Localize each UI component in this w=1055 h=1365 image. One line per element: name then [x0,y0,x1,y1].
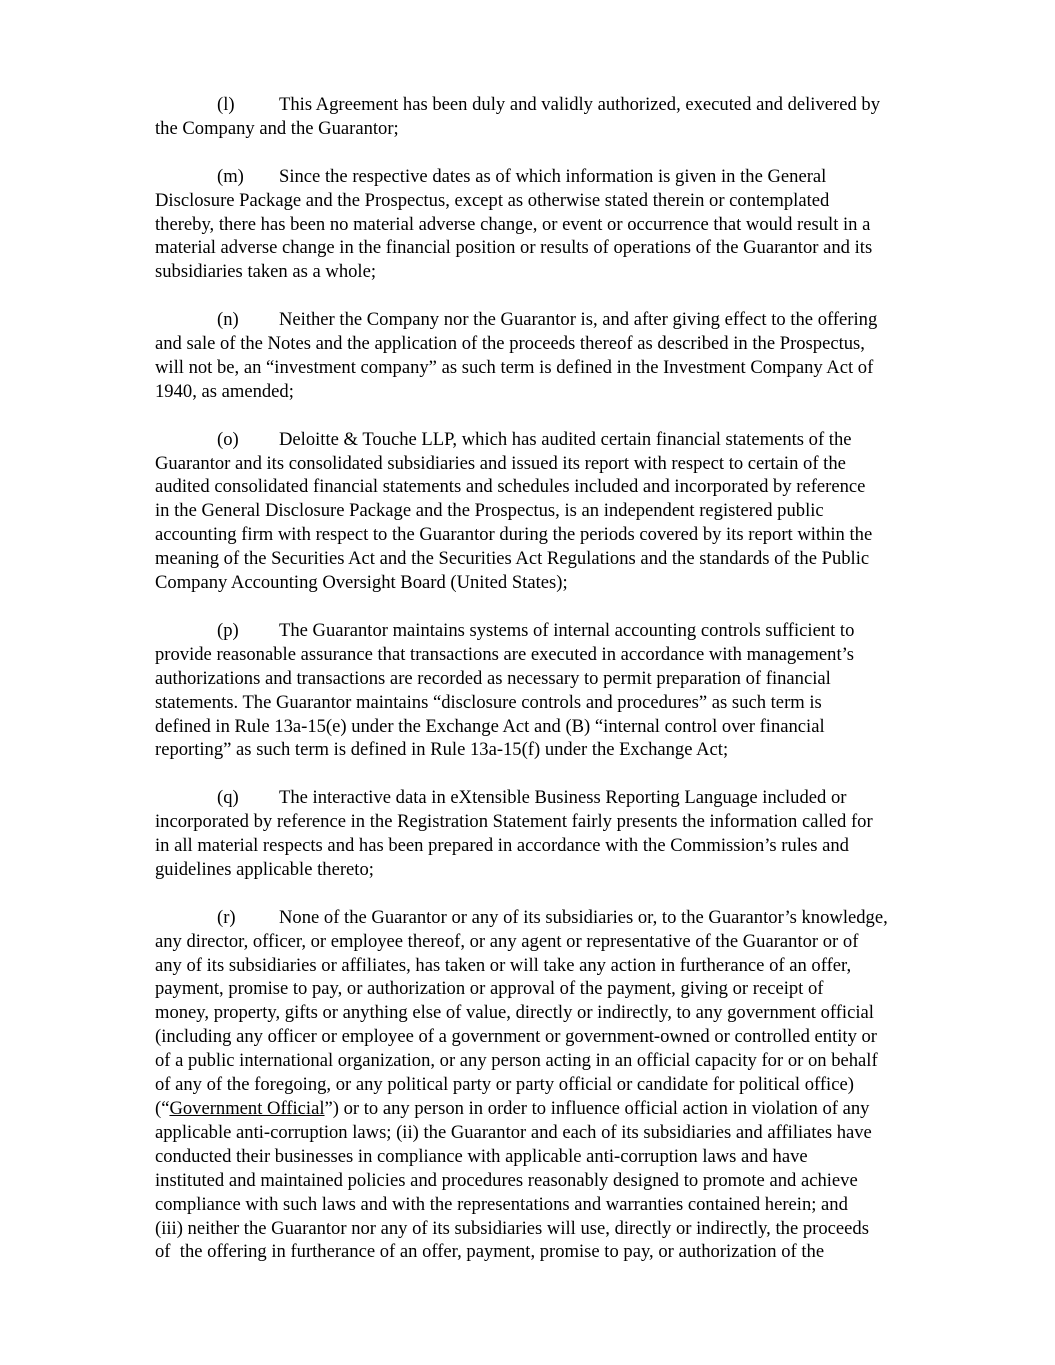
paragraph-line: compliance with such laws and with the representations and warranties contained herein; and [155,1193,848,1215]
line-text: Since the respective dates as of which information is given in the General [279,165,827,187]
paragraph-line: Company Accounting Oversight Board (United States); [155,572,568,594]
paragraph-line: reporting” as such term is defined in Rule 13a-15(f) under the Exchange Act; [155,739,729,761]
paragraph-line: accounting firm with respect to the Guarantor during the periods covered by its report within the [155,524,873,546]
paragraph-line: instituted and maintained policies and procedures reasonably designed to promote and achieve [155,1169,858,1191]
paragraph-r [155,906,963,1265]
line-text: None of the Guarantor or any of its subsidiaries or, to the Guarantor’s knowledge, [279,906,888,928]
line-text: Deloitte & Touche LLP, which has audited certain financial statements of the [279,428,852,450]
paragraph-line: any director, officer, or employee thereof, or any agent or representative of the Guarantor or of [155,930,859,952]
quote-close-text: ”) or to any person in order to influence official action in violation of any [324,1097,870,1119]
paragraph-first-line [155,428,963,452]
paragraph-line: of any of the foregoing, or any political party or party official or candidate for political office) [155,1074,854,1096]
quote-open: (“ [155,1097,170,1119]
paragraph-first-line [155,308,963,332]
paragraph-line: (including any officer or employee of a government or government-owned or controlled entity or [155,1026,877,1048]
paragraph-q [155,786,963,882]
paragraph-line: (iii) neither the Guarantor nor any of its subsidiaries will use, directly or indirectly, the proceeds [155,1217,869,1239]
paragraph-line: applicable anti-corruption laws; (ii) the Guarantor and each of its subsidiaries and affiliates have [155,1121,872,1143]
paragraph-m [155,165,963,285]
paragraph-line: in the General Disclosure Package and the Prospectus, is an independent registered public [155,500,824,522]
paragraph-line: will not be, an “investment company” as such term is defined in the Investment Company Act of [155,356,874,378]
paragraph-line: audited consolidated financial statements and schedules included and incorporated by reference [155,476,866,498]
paragraph-line-defined-term [155,1097,963,1121]
paragraph-first-line [155,786,963,810]
document-page [155,93,963,1288]
paragraph-first-line [155,165,963,189]
paragraph-line: authorizations and transactions are recorded as necessary to permit preparation of financial [155,667,831,689]
paragraph-line: thereby, there has been no material adverse change, or event or occurrence that would result in a [155,213,871,235]
paragraph-n [155,308,963,404]
paragraph-line: 1940, as amended; [155,380,294,402]
paragraph-marker: (p) [217,619,239,641]
paragraph-line: the Company and the Guarantor; [155,117,399,139]
paragraph-first-line [155,906,963,930]
paragraph-line: guidelines applicable thereto; [155,858,374,880]
paragraph-first-line [155,93,963,117]
paragraph-line: provide reasonable assurance that transactions are executed in accordance with management’s [155,643,855,665]
line-text: Neither the Company nor the Guarantor is, and after giving effect to the offering [279,309,878,331]
paragraph-line: incorporated by reference in the Registration Statement fairly presents the information called for [155,811,873,833]
paragraph-marker: (q) [217,787,239,809]
paragraph-p [155,619,963,762]
line-text: This Agreement has been duly and validly authorized, executed and delivered by [279,94,880,115]
line-text: The Guarantor maintains systems of internal accounting controls sufficient to [279,619,855,641]
paragraph-line: and sale of the Notes and the application of the proceeds thereof as described in the Prospectus, [155,333,865,355]
paragraph-line: of a public international organization, or any person acting in an official capacity for or on behalf [155,1050,878,1072]
paragraph-first-line [155,619,963,643]
paragraph-line: subsidiaries taken as a whole; [155,261,377,283]
paragraph-line: payment, promise to pay, or authorization or approval of the payment, giving or receipt of [155,978,824,1000]
paragraph-line: material adverse change in the financial position or results of operations of the Guarantor and its [155,237,873,259]
paragraph-line: money, property, gifts or anything else of value, directly or indirectly, to any government official [155,1002,874,1024]
paragraph-line: of the offering in furtherance of an offer, payment, promise to pay, or authorization of the [155,1241,825,1263]
paragraph-line: statements. The Guarantor maintains “disclosure controls and procedures” as such term is [155,691,822,713]
paragraph-line: defined in Rule 13a-15(e) under the Exchange Act and (B) “internal control over financial [155,715,825,737]
paragraph-marker: (n) [217,309,239,331]
paragraph-o [155,428,963,595]
paragraph-line: meaning of the Securities Act and the Securities Act Regulations and the standards of the Public [155,548,870,570]
paragraph-l [155,93,963,141]
paragraph-line: Disclosure Package and the Prospectus, except as otherwise stated therein or contemplated [155,189,830,211]
line-text: The interactive data in eXtensible Business Reporting Language included or [279,787,847,809]
paragraph-line: Guarantor and its consolidated subsidiaries and issued its report with respect to certain of the [155,452,846,474]
paragraph-marker: (l) [217,94,235,115]
paragraph-line: any of its subsidiaries or affiliates, has taken or will take any action in furtherance of an offer, [155,954,852,976]
paragraph-marker: (m) [217,165,244,187]
paragraph-line: conducted their businesses in compliance with applicable anti-corruption laws and have [155,1145,808,1167]
paragraph-marker: (r) [217,906,236,928]
paragraph-line: in all material respects and has been prepared in accordance with the Commission’s rules and [155,835,849,857]
defined-term-government-official: Government Official [169,1097,325,1119]
paragraph-marker: (o) [217,428,239,450]
